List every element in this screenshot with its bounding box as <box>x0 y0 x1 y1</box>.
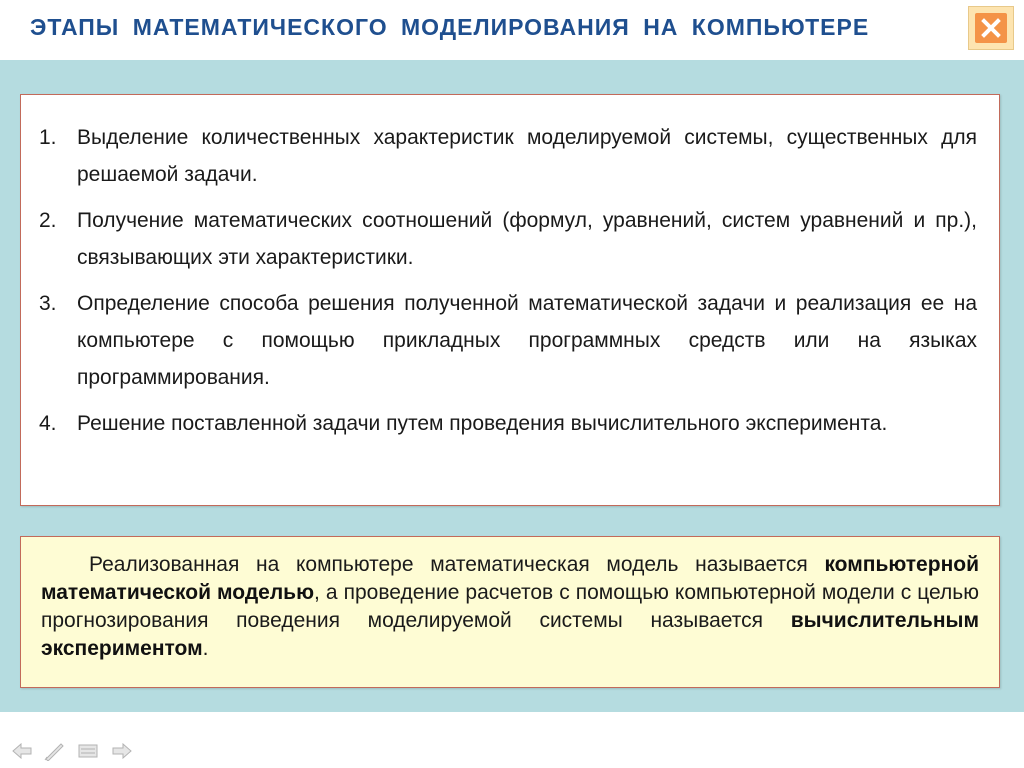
menu-icon[interactable] <box>76 740 100 762</box>
close-button[interactable] <box>968 6 1014 50</box>
steps-list <box>20 94 1000 506</box>
list-item <box>39 202 977 276</box>
note-bold-term: вычислительным экспериментом <box>41 609 979 660</box>
list-item <box>39 405 977 442</box>
step-number: 1. <box>39 126 57 149</box>
step-text: Решение поставленной задачи путем проведения вычислительного эксперимента. <box>77 412 888 435</box>
pen-icon[interactable] <box>42 740 66 762</box>
header-bar <box>0 0 1024 60</box>
step-number: 4. <box>39 412 57 435</box>
close-icon[interactable] <box>975 13 1007 43</box>
page-title: ЭТАПЫ МАТЕМАТИЧЕСКОГО МОДЕЛИРОВАНИЯ НА КОМПЬЮТЕРЕ <box>30 14 870 40</box>
back-arrow-icon[interactable] <box>10 740 34 762</box>
note-text-part: , а проведение расчетов с помощью компьютерной модели с целью прогнозирования поведения моделируемой системы называется <box>41 581 979 632</box>
step-text: Получение математических соотношений (формул, уравнений, систем уравнений и пр.), связывающих эти характеристики. <box>77 209 977 269</box>
note-text-part: Реализованная на компьютере математическая модель называется <box>89 553 825 576</box>
navigation-bar <box>0 712 1024 768</box>
step-text: Определение способа решения полученной математической задачи и реализация ее на компьютере с помощью прикладных программных средств или на языках программирования. <box>77 292 977 389</box>
list-item <box>39 119 977 193</box>
note-text-part: . <box>202 637 209 660</box>
list-item <box>39 285 977 396</box>
slide-content-area <box>0 60 1024 712</box>
step-number: 3. <box>39 292 57 315</box>
definition-note <box>20 536 1000 688</box>
step-text: Выделение количественных характеристик моделируемой системы, существенных для решаемой задачи. <box>77 126 977 186</box>
step-number: 2. <box>39 209 57 232</box>
note-bold-term: компьютерной математической моделью <box>41 553 979 604</box>
forward-arrow-icon[interactable] <box>110 740 134 762</box>
note-paragraph <box>41 551 979 663</box>
